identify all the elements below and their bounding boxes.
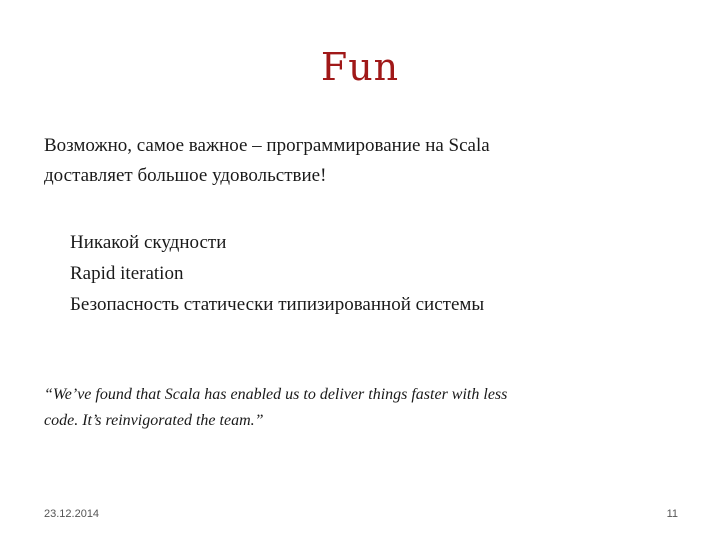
bullet-item: Никакой скудности [70, 232, 227, 253]
quote [44, 382, 684, 434]
bullet-item: Rapid iteration [70, 263, 184, 284]
bullet-item: Безопасность статически типизированной системы [70, 294, 485, 315]
quote-line: code. It’s reinvigorated the team.” [44, 412, 264, 429]
slide-title: Fun [320, 45, 400, 89]
footer-page-number: 11 [666, 508, 678, 520]
intro-line: доставляет большое удовольствие! [44, 165, 327, 186]
intro-paragraph [44, 131, 684, 191]
intro-line: Возможно, самое важное – программирование на Scala [44, 135, 490, 156]
footer-date: 23.12.2014 [44, 508, 100, 520]
quote-line: “We’ve found that Scala has enabled us to deliver things faster with less [44, 386, 508, 403]
bullet-list [70, 227, 690, 320]
